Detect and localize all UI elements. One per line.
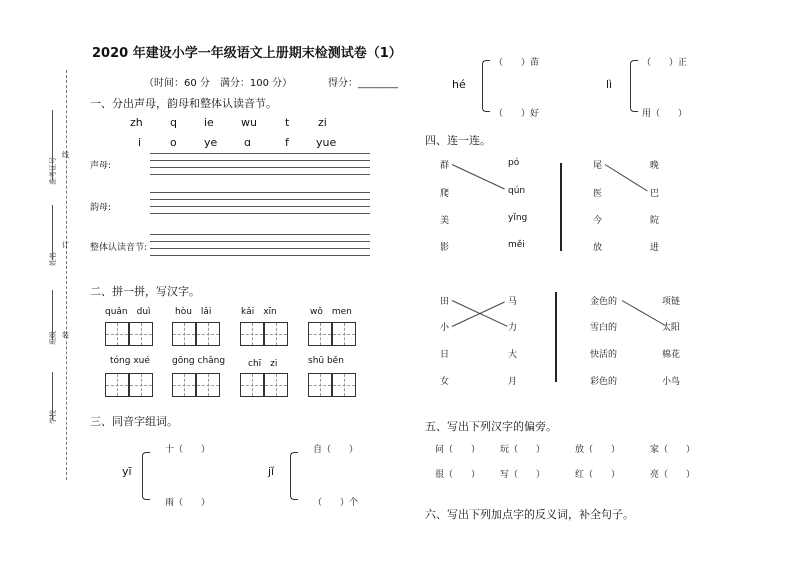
s2-pinyin-5: tóng xué [110, 356, 150, 366]
binding-mark-fold: 装 [62, 331, 69, 339]
brace [630, 60, 638, 112]
binding-label-class: 班级 [49, 331, 57, 345]
match-item: 进 [650, 243, 660, 253]
match-item: 大 [508, 350, 518, 360]
match-item: měi [508, 240, 525, 250]
writing-grid[interactable] [308, 322, 332, 346]
radical-item: 亮（ ） [650, 470, 696, 480]
binding-blank-4 [52, 372, 53, 420]
brace [290, 452, 298, 500]
brace [142, 452, 150, 500]
zhengti-line [150, 255, 370, 256]
writing-grid[interactable] [105, 373, 129, 397]
s1-row1-4: t [285, 116, 290, 129]
zhengti-line [150, 234, 370, 235]
s3-ji-top: 自（ ） [313, 445, 359, 455]
s1-row1-1: q [170, 116, 177, 129]
s1-row2-2: ye [204, 136, 218, 149]
score-label: 得分：________ [328, 78, 398, 89]
writing-grid[interactable] [240, 373, 264, 397]
match-item: 月 [508, 377, 518, 387]
s3-he-bottom: （ ）好 [494, 109, 540, 119]
match-item: 快活的 [590, 350, 618, 360]
s3-yi-bottom: 雨（ ） [165, 498, 211, 508]
binding-label-school: 学校 [49, 410, 57, 424]
match-item: 雪白的 [590, 323, 618, 333]
s1-row2-0: i [138, 136, 142, 149]
match-item: 小鸟 [662, 377, 681, 387]
shengmu-line [150, 174, 370, 175]
s2-pinyin-3: kǎi xīn [241, 307, 277, 317]
match-item: 项链 [662, 297, 681, 307]
s3-ji-pinyin: jǐ [268, 465, 275, 478]
radical-item: 玩（ ） [500, 445, 546, 455]
s1-row2-3: ɑ [244, 136, 251, 149]
binding-label-exam-number: 准考证号 [49, 157, 57, 185]
s2-pinyin-1: quǎn duì [105, 307, 151, 317]
s3-he-pinyin: hé [452, 78, 466, 91]
yunmu-label: 韵母: [90, 203, 112, 213]
shengmu-line [150, 160, 370, 161]
match-item: 放 [593, 243, 603, 253]
s1-row2-4: f [285, 136, 289, 149]
match-item: 力 [508, 323, 518, 333]
match-line [452, 164, 505, 189]
writing-grid[interactable] [264, 373, 288, 397]
s1-row1-3: wu [241, 116, 257, 129]
writing-grid[interactable] [332, 373, 356, 397]
yunmu-line [150, 213, 370, 214]
s2-pinyin-7: chī zi [248, 359, 278, 369]
match-item: 影 [440, 243, 450, 253]
binding-label-name: 姓名 [49, 252, 57, 266]
match-item: 今 [593, 216, 603, 226]
section6-heading: 六、写出下列加点字的反义词，补全句子。 [425, 508, 634, 521]
s2-pinyin-4: wǒ men [310, 307, 352, 317]
match-item: 日 [440, 350, 450, 360]
radical-item: 写（ ） [500, 470, 546, 480]
writing-grid[interactable] [129, 373, 153, 397]
match-line [622, 300, 666, 326]
writing-grid[interactable] [240, 322, 264, 346]
s3-li-bottom: 用（ ） [642, 109, 688, 119]
writing-grid[interactable] [196, 373, 220, 397]
s1-row2-5: yue [316, 136, 337, 149]
match-line [452, 302, 505, 327]
s3-li-top: （ ）正 [642, 58, 688, 68]
binding-blank-2 [52, 205, 53, 260]
writing-grid[interactable] [308, 373, 332, 397]
radical-item: 家（ ） [650, 445, 696, 455]
group-divider [555, 292, 557, 382]
writing-grid[interactable] [332, 322, 356, 346]
zhengti-label: 整体认读音节: [90, 243, 148, 253]
section5-heading: 五、写出下列汉字的偏旁。 [425, 420, 557, 433]
writing-grid[interactable] [196, 322, 220, 346]
yunmu-line [150, 199, 370, 200]
match-item: 美 [440, 216, 450, 226]
match-item: 群 [440, 161, 450, 171]
exam-info: （时间：60 分 满分：100 分） [144, 78, 293, 89]
match-item: 院 [650, 216, 660, 226]
s1-row2-1: o [170, 136, 177, 149]
s3-he-top: （ ）苗 [494, 58, 540, 68]
section4-heading: 四、连一连。 [425, 134, 491, 147]
s2-pinyin-8: shū běn [308, 356, 344, 366]
match-item: 马 [508, 297, 518, 307]
section1-heading: 一、分出声母，韵母和整体认读音节。 [90, 97, 277, 110]
match-item: qún [508, 186, 526, 196]
s2-pinyin-6: gōng chǎng [172, 356, 226, 366]
s3-yi-pinyin: yī [122, 465, 132, 478]
shengmu-label: 声母: [90, 161, 112, 171]
match-item: 医 [593, 189, 603, 199]
s3-li-pinyin: lì [606, 78, 613, 91]
yunmu-line [150, 206, 370, 207]
match-item: yǐng [508, 213, 528, 223]
match-item: 彩色的 [590, 377, 618, 387]
s3-yi-top: 十（ ） [165, 445, 211, 455]
writing-grid[interactable] [129, 322, 153, 346]
match-item: 太阳 [662, 323, 681, 333]
writing-grid[interactable] [172, 322, 196, 346]
s2-pinyin-2: hòu lǎi [175, 307, 212, 317]
match-item: 尾 [593, 161, 603, 171]
match-item: 小 [440, 323, 450, 333]
radical-item: 问（ ） [435, 445, 481, 455]
brace [482, 60, 490, 112]
s1-row1-2: ie [204, 116, 214, 129]
section3-heading: 三、同音字组词。 [90, 415, 178, 428]
shengmu-line [150, 153, 370, 154]
radical-item: 红（ ） [575, 470, 621, 480]
match-line [605, 164, 648, 191]
section2-heading: 二、拼一拼，写汉字。 [90, 285, 200, 298]
binding-mark-bind: 订 [62, 241, 69, 249]
match-item: pó [508, 158, 520, 168]
zhengti-line [150, 248, 370, 249]
yunmu-line [150, 192, 370, 193]
shengmu-line [150, 167, 370, 168]
binding-line [66, 70, 67, 480]
s1-row1-0: zh [130, 116, 143, 129]
writing-grid[interactable] [172, 373, 196, 397]
binding-blank-1 [52, 110, 53, 180]
exam-title: 2020 年建设小学一年级语文上册期末检测试卷（1） [92, 46, 402, 61]
radical-item: 很（ ） [435, 470, 481, 480]
writing-grid[interactable] [264, 322, 288, 346]
match-item: 棉花 [662, 350, 681, 360]
radical-item: 放（ ） [575, 445, 621, 455]
match-item: 女 [440, 377, 450, 387]
match-item: 晚 [650, 161, 660, 171]
match-item: 爬 [440, 189, 450, 199]
binding-blank-3 [52, 290, 53, 340]
writing-grid[interactable] [105, 322, 129, 346]
group-divider [560, 163, 562, 251]
match-item: 巴 [650, 189, 660, 199]
binding-mark-line: 线 [62, 151, 69, 159]
match-item: 田 [440, 297, 450, 307]
s1-row1-5: zi [318, 116, 327, 129]
match-item: 金色的 [590, 297, 618, 307]
zhengti-line [150, 241, 370, 242]
s3-ji-bottom: （ ）个 [313, 498, 359, 508]
